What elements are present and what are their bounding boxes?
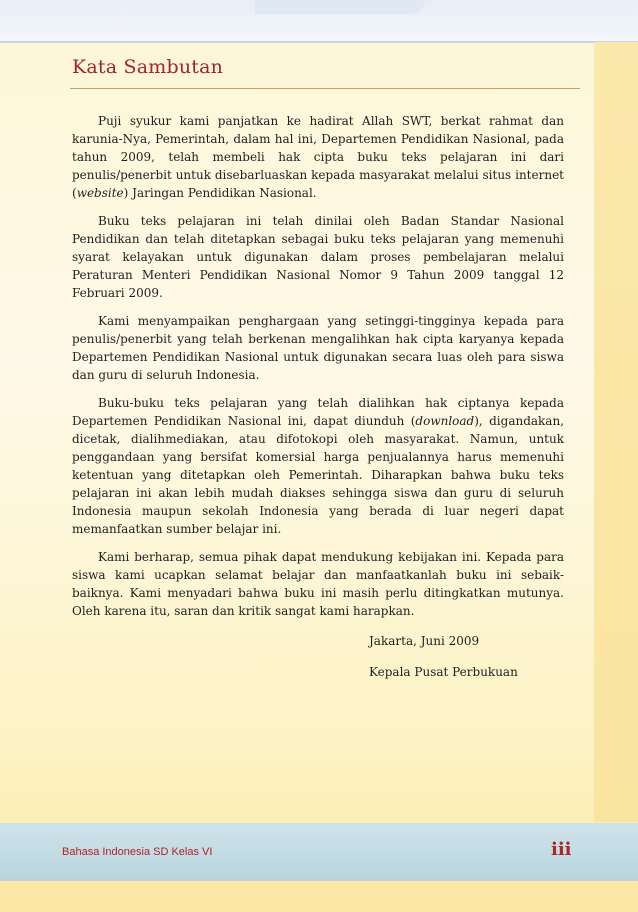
paragraph-text: ), digandakan, dicetak, dialihmediakan, atau difotokopi oleh masyarakat. Namun, untuk penggandaan yang bersifat komersial harga penjualannya harus memenuhi ketentuan yang ditetapkan oleh Pemerintah. Diharapkan bahwa buku teks pelajaran ini akan lebih mudah diakses sehingga siswa dan guru di seluruh Indonesia maupun sekolah Indonesia yang berada di luar negeri dapat memanfaatkan sumber belajar ini. [72,414,565,536]
paragraph [72,212,564,302]
signature-block [369,632,518,694]
page-number: iii [551,839,572,860]
paragraph-text: Buku-buku teks pelajaran yang telah dialihkan hak ciptanya kepada Departemen Pendidikan Nasional ini, dapat diunduh ( [72,396,564,428]
paragraph [72,394,564,538]
paragraph-text: ) Jaringan Pendidikan Nasional. [123,186,317,200]
footer-book-title: Bahasa Indonesia SD Kelas VI [62,846,213,858]
paragraph-text: Puji syukur kami panjatkan ke hadirat Allah SWT, berkat rahmat dan karunia-Nya, Pemerintah, dalam hal ini, Departemen Pendidikan Nasional, pada tahun 2009, telah membeli hak cipta buku teks pelajaran ini dari penulis/penerbit untuk disebarluaskan kepada masyarakat melalui situs internet ( [72,114,564,200]
right-margin-stripe [594,42,638,822]
emphasis-download: download [415,414,475,428]
paragraph-text: Kami berharap, semua pihak dapat mendukung kebijakan ini. Kepada para siswa kami ucapkan selamat belajar dan manfaatkanlah buku ini sebaik-baiknya. Kami menyadari bahwa buku ini masih perlu ditingkatkan mutunya. Oleh karena itu, saran dan kritik sangat kami harapkan. [72,550,564,618]
top-tab-decoration [255,0,425,14]
paragraph-text: Kami menyampaikan penghargaan yang setinggi-tingginya kepada para penulis/penerbit yang telah berkenan mengalihkan hak cipta karyanya kepada Departemen Pendidikan Nasional untuk digunakan secara luas oleh para siswa dan guru di seluruh Indonesia. [72,314,564,382]
paragraph-text: Buku teks pelajaran ini telah dinilai oleh Badan Standar Nasional Pendidikan dan telah ditetapkan sebagai buku teks pelajaran yang memenuhi syarat kelayakan untuk digunakan dalam proses pembelajaran melalui Peraturan Menteri Pendidikan Nasional Nomor 9 Tahun 2009 tanggal 12 Februari 2009. [72,214,564,300]
signature-role: Kepala Pusat Perbukuan [369,665,518,679]
signature-place-date: Jakarta, Juni 2009 [369,634,480,648]
paragraph [72,548,564,620]
emphasis-website: website [76,186,124,200]
footer-bottom-strip [0,881,638,912]
body-text [72,112,564,630]
title-underline [70,88,580,89]
top-rule [0,41,638,43]
paragraph [72,312,564,384]
paragraph [72,112,564,202]
page-title: Kata Sambutan [72,56,224,78]
